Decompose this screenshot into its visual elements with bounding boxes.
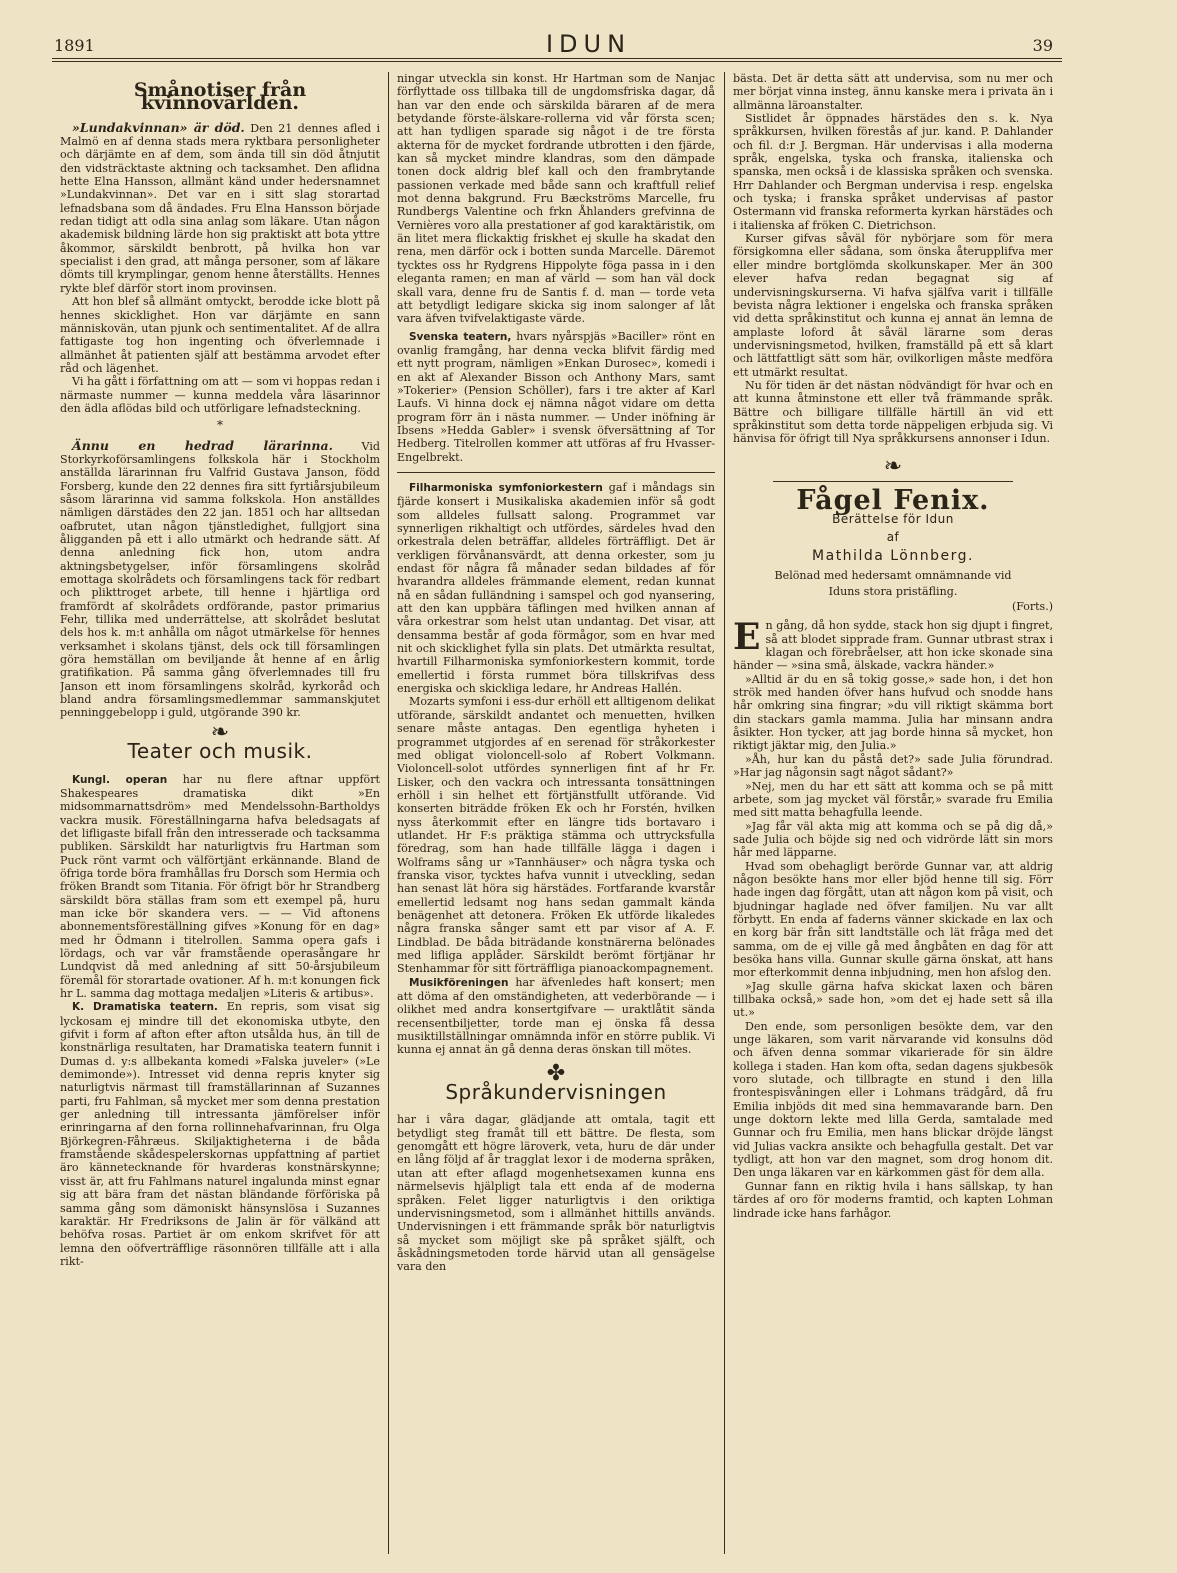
story-text: Hvad som obehagligt berörde Gunnar var, att aldrig någon besökte hans mor eller bjöd henne till sig. Förr hade ingen dag förgått, utan att någon kom på visit, och bjudningar haglade ned öfver familjen. Nu var allt förbytt. En enda af faderns vänner skickade en lax och en korg bär från sitt landtställe och lät fråga med det samma, om de ej ville gå med ångbåten en dag för att besöka hans villa. Gunnar skulle gärna önskat, att hans mor efterkommit denna inbjudning, men hon afslog den.: [733, 859, 1053, 980]
article-text: Vi ha gått i författning om att — som vi hoppas redan i närmaste nummer — kunna meddela våra läsarinnor den ädla aflödas bild och utförligare lefnadsteckning.: [60, 375, 380, 415]
article-heading: Kungl. operan: [72, 773, 168, 786]
article-heading: K. Dramatiska teatern.: [72, 1001, 218, 1014]
story-text: »Alltid är du en så tokig gosse,» sade hon, i det hon strök med handen öfver hans hufvud och snodde hans hår omkring sina fingrar; »du vill riktigt skämma bort din stackars gamla mamma. Julia har minsann andra åsikter. Hon tycker, att jag borde hinna så mycket, hon riktigt jäktar mig, den Julia.»: [733, 672, 1053, 753]
article-text: Mozarts symfoni i ess-dur erhöll ett alltigenom delikat utförande, särskildt andantet och menuetten, hvilken senare måste antagas. Den egentliga hyheten i programmet utgjordes af en serenad för stråkorkester med obligat violoncell-solo af Robert Volkmann. Violoncell-solot utfördes synnerligen fint af hr Fr. Lisker, och den vackra och intressanta tonsättningen erhöll i sin helhet ett förtjänstfullt utförande. Vid konserten biträdde fröken Ek och hr Forstén, hvilken nyss återkommit efter en längre tids bortavaro i utlandet. Hr F:s präktiga stämma och uttrycksfulla föredrag, som han hade tillfälle lägga i dagen i Wolframs sång ur »Tannhäuser» och några tyska och franska visor, tycktes hafva vunnit i utveckling, sedan han senast lät höra sig härstädes. Fortfarande kvarstår emellertid ledsamt nog hans sedan gammalt kända benägenhet att detonera. Fröken Ek utförde likaledes några franska sånger samt ett par visor af A. F. Lindblad. De båda biträdande konstnärerna belönades med lifliga applåder. Särskildt berömt förtjänar hr Stenhammar för sitt förträffliga pianoackompagnement.: [397, 695, 715, 976]
article-heading: Musikföreningen: [409, 976, 509, 989]
story-title: Fågel Fenix.: [796, 484, 990, 516]
story-text: n gång, då hon sydde, stack hon sig djupt i fingret, så att blodet sipprade fram. Gunnar utbrast strax i klagan och förebråelser, att hon icke skonade sina händer — »sina små, älskade, vackra händer.»: [733, 619, 1053, 673]
article-text: ningar utveckla sin konst. Hr Hartman som de Nanjac förflyttade oss tillbaka till de ungdomsfriska dagar, då han var den ende och särskilda bäraren af de mera betydande förste-älskare-rollerna vid vår första scen; att han tydligen sparade sig något i de tre första akterna för de mycket fordrande utbrotten i den fjärde, kan så mycket mindre klandras, som den dämpade tonen dock aldrig blef kall och den frambrytande passionen verkade med både sann och kraftfull relief mot denna bakgrund. Fru Bæckströms Marcelle, fru Rundbergs Valentine och frkn Åhlanders grefvinna de Vernières voro alla prestationer af god karaktäristik, om än litet mera flickaktig friskhet ej skulle ha skadat den rena, men därför ock i botten sunda Marcelle. Däremot tycktes oss hr Rydgrens Hippolyte föga passa in i den eleganta ramen; en man af värld — som han väl dock skall vara, denne fru de Santis f. d. man — torde veta att betydligt ledigare skicka sig inom salonger af låt vara äfven tvifvelaktigaste värde.: [397, 72, 715, 326]
column-3: [733, 72, 1053, 1562]
header-rule-2: [52, 61, 1062, 62]
article-text: Sistlidet år öppnades härstädes den s. k. Nya språkkursen, hvilken förestås af jur. kand. P. Dahlander och fil. d:r J. Bergman. Här undervisas i alla moderna språk, engelska, tyska och franska, italienska och spanska, men också i de klassiska språken och svenska. Hrr Dahlander och Bergman undervisa i resp. engelska och tyska; i franska språket undervisas af pastor Ostermann vid franska reformerta kyrkan härstädes och i italienska af fröken C. Dietrichson.: [733, 112, 1053, 232]
story-text: Gunnar fann en riktig hvila i hans sällskap, ty han tärdes af oro för moderns framtid, och kapten Lohman lindrade icke hans farhågor.: [733, 1179, 1053, 1220]
story-af: af: [886, 529, 900, 544]
article-text: Kurser gifvas såväl för nybörjare som för mera försigkomna eller sådana, som önska återupplifva mer eller mindre bortglömda skolkunskaper. Mer än 300 elever hafva redan begagnat sig af undervisningskurserna. Vi hafva själfva varit i tillfälle bevista några lektioner i engelska och franska språken vid detta språkinstitut och kunna ej annat än lemna de amplaste loford åt såväl lärarne som deras undervisningsmetod, hvilken, framställd på ett så klart och lättfattligt sätt som här, ovilkorligen måste medföra ett utmärkt resultat.: [733, 232, 1053, 379]
article-text: Att hon blef så allmänt omtyckt, berodde icke blott på hennes skicklighet. Hon var därjämte en sann människovän, utan pjunk och sentimentalitet. Af de allra fattigaste tog hon ingenting och öfverlemnade i allmänhet åt patienten själf att bestämma arvodet efter råd och lägenhet.: [60, 295, 380, 375]
story-text: Den ende, som personligen besökte dem, var den unge läkaren, som varit närvarande vid konsulns död och äfven denna sommar vikarierade för sin äldre kollega i staden. Han kom ofta, sedan dagens sjukbesök voro slutade, och tillbragte en stund i den lilla frontespisvåningen eller i Lohmans trädgård, då fru Emilia inbjöds dit med sina hemmavarande barn. Den unge doktorn lekte med lilla Gerda, samtalade med Gunnar och fru Emilia, men hans blickar dröjde längst vid Julias vackra ansikte och behagfulla gestalt. Det var tydligt, att hon var den magnet, som drog honom dit. Den unga läkaren var en kärkommen gäst för dem alla.: [733, 1019, 1053, 1180]
header-year: 1891: [54, 36, 95, 55]
story-text: »Åh, hur kan du påstå det?» sade Julia förundrad. »Har jag någonsin sagt något sådant?»: [733, 752, 1053, 780]
divider: [397, 472, 715, 473]
column-divider: [388, 72, 389, 1554]
story-continued: (Forts.): [1011, 600, 1053, 614]
story-note: Iduns stora pristäfling.: [828, 584, 958, 598]
story-text: »Jag får väl akta mig att komma och se på dig då,» sade Julia och böjde sig ned och vidrörde lätt sin mors hår med läpparne.: [733, 819, 1053, 860]
story-text: »Jag skulle gärna hafva skickat laxen och bären tillbaka också,» sade hon, »om det ej hade sett så illa ut.»: [733, 979, 1053, 1020]
story-text: »Nej, men du har ett sätt att komma och se på mitt arbete, som jag mycket väl förstår,» svarade fru Emilia med sitt matta behagfulla leende.: [733, 779, 1053, 820]
page-number: 39: [1032, 36, 1053, 55]
column-2: [397, 72, 715, 1562]
article-text: har äfvenledes haft konsert; men att döma af den omständigheten, att vederbörande — i olikhet med andra konsertgifvare — uraktlåtit sända recensentbiljetter, torde man ej önska få dessa musiktillställningar omnämnda inför en större publik. Vi kunna ej annat än gå denna deras önskan till mötes.: [397, 975, 715, 1057]
drop-cap: E: [733, 616, 761, 659]
section-title-theatre: Teater och musik.: [127, 739, 313, 764]
article-heading: »Lundakvinnan» är död.: [72, 119, 245, 135]
section-title-news: Smånotiser från kvinnovärlden.: [133, 79, 307, 115]
article-text: Nu för tiden är det nästan nödvändigt för hvar och en att kunna åtminstone ett eller två främmande språk. Bättre och billigare tillfälle härtill än vid ett språkinstitut som detta torde näppeligen erbjuda sig. Vi hänvisa för öfrigt till Nya språkkursens annonser i Idun.: [733, 378, 1053, 446]
story-note: Belönad med hedersamt omnämnande vid: [774, 569, 1012, 583]
article-heading: Svenska teatern,: [409, 330, 512, 343]
ornament-icon: ❧: [210, 719, 230, 745]
article-text: Vid Storkyrkoförsamlingens folkskola här i Stockholm anställda lärarinnan fru Valfrid Gustava Janson, född Forsberg, kunde den 22 dennes fira sitt fyrtiårsjubileum såsom lärarinna vid samma folkskola. Hon anställdes nämligen därstädes den 22 jan. 1851 och har alltsedan oafbrutet, utan någon tjänstledighet, fullgjort sina åligganden på ett i allo utmärkt och hedrande sätt. Af denna anledning fick hon, utom andra aktningsbetygelser, inför församlingens skolråd emottaga skolrådets och församlingens tack för redbart och plikttroget arbete, till henne i hjärtliga ord framfördt af skolrådets ordförande, pastor primarius Fehr, tillika med underrättelse, att skolrådet beslutat dels hos k. m:t anhålla om något utmärkelse för hennes verksamhet i skolans tjänst, dels ock till församlingen göra hemställan om beviljande åt henne af en årlig gratifikation. På samma gång öfverlemnades till fru Janson ett inom församlingens skolråd, kyrkoråd och bland andra församlingsmedlemmar sammanskjutet penninggebelopp i guld, utgörande 390 kr.: [60, 439, 380, 720]
column-divider: [724, 72, 725, 1554]
masthead-title: IDUN: [545, 30, 632, 58]
ornament-icon: ✤: [546, 1060, 566, 1086]
story-subtitle: Berättelse för Idun: [832, 512, 954, 527]
article-text: bästa. Det är detta sätt att undervisa, som nu mer och mer börjat vinna insteg, ännu kanske mera i privata än i allmänna läroanstalter.: [733, 72, 1053, 112]
article-heading: Ännu en hedrad lärarinna.: [72, 437, 333, 453]
article-text: har nu flere aftnar uppfört Shakespeares dramatiska dikt »En midsommarnattsdröm» med Mendelssohn-Bartholdys vackra musik. Föreställningarna hafva beledsagats af det lifligaste bifall från den intresserade och tacksamma publiken. Särskildt har naturligtvis fru Hartman som Puck rönt varmt och välförtjänt erkännande. Bland de öfriga torde böra framhållas fru Dorsch som Hermia och fröken Brandt som Titania. För öfrigt bör hr Strandberg särskildt böra ställas fram som ett exempel på, huru man icke bör skandera vers. — — Vid aftonens abonnementsföreställning gifves »Konung för en dag» med hr Ödmann i titelrollen. Samma opera gafs i lördags, och var vår framstående operasångare hr Lundqvist då med anledning af sitt 50-årsjubileum föremål för storartade ovationer. Af h. m:t konungen fick hr L. samma dag mottaga medaljen »Literis & artibus».: [60, 772, 380, 1000]
section-title-language: Språkundervisningen: [445, 1080, 667, 1105]
article-text: En repris, som visat sig lyckosam ej mindre till det ekonomiska utbyte, den gifvit i form af afton efter afton utsålda hus, än till de konstnärliga resultaten, har Dramatiska teatern funnit i Dumas d. y:s allbekanta komedi »Falska juveler» (»Le demimonde»). Intresset vid denna repris knyter sig naturligtvis närmast till framställarinnan af Suzannes parti, fru Fahlman, så mycket mer som denna prestation ger anledning till intressanta jämförelser inför erinringarna af den forna rollinnehafvarinnan, fru Olga Björkegren-Fåhræus. Skiljaktigheterna i de båda framstående skådespelerskornas uppfattning af partiet äro kännetecknande för hvarderas konstnärskynne; visst är, att fru Fahlmans naturel ingalunda minst egnar sig att bära fram det nästan bländande förföriska på samma gång som dämoniskt hänsynslösa i Suzannes karaktär. Hr Fredriksons de Jalin är för välkänd att behöfva rosas. Partiet är om enkom skrifvet för att lemna den oöfverträffligе räsonnören tillfälle att i alla rikt-: [60, 1000, 380, 1268]
ornament-icon: ❧: [883, 453, 903, 479]
article-text: har i våra dagar, glädjande att omtala, tagit ett betydligt steg framåt till ett bättre. De flesta, som genomgått ett högre läroverk, veta, huru de där under en lång följd af år tragglat lexor i de moderna språken, utan att efter aflagd mogenhetsexamen kunna ens närmelsevis hjälpligt tala ett enda af de moderna språken. Felet ligger naturligtvis i den oriktiga undervisningsmetod, som i allmänhet hittills används. Undervisningen i ett främmande språk bör naturligtvis så mycket som möjligt ske på språket själft, och åskådningsmetoden torde härvid utan all gensägelse vara den: [397, 1113, 715, 1274]
article-text: hvars nyårspjäs »Baciller» rönt en ovanlig framgång, har denna vecka blifvit färdig med ett nytt program, nämligen »Enkan Durosec», komedi i en akt af Alexander Bisson och Anthony Mars, samt »Tokerier» (Pension Schöller), fars i tre akter af Karl Laufs. Vi hinna dock ej nämna något vidare om detta program förr än i nästa nummer. — Under inöfning är Ibsens »Hedda Gabler» i svensk öfversättning af Tor Hedberg. Titelrollen kommer att utföras af fru Hvasser-Engelbrekt.: [397, 329, 715, 464]
article-text: Den 21 dennes afled i Malmö en af denna stads mera ryktbara personligheter och därjämte en af dem, som ända till sin död åtnjutit den vidsträcktaste aktning och tacksamhet. Den aflidna hette Elna Hansson, allmänt känd under hedersnamnet »Lundakvinnan». Det var en i sitt slag storartad lefnadsbana som då ändades. Fru Elna Hansson började redan tidigt att odla sina anlag som läkare. Utan någon akademisk bildning lärde hon sig praktiskt att bota yttre åkommor, särskildt benbrott, på hvilka hon var specialist i den grad, att många personer, som af läkare dömts till krymplingar, genom henne återställts. Hennes rykte blef därför stort inom provinsen.: [60, 121, 380, 295]
separator-asterisk: *: [217, 418, 223, 433]
column-1: [60, 72, 380, 1562]
article-heading: Filharmoniska symfoniorkestern: [409, 481, 603, 494]
article-text: gaf i måndags sin fjärde konsert i Musikaliska akademien inför så godt som alldeles fullsatt salong. Programmet var synnerligen rikhaltigt och utfördes, särdeles hvad den orkestrala delen beträffar, alldeles förträffligt. Det är verkligen förvånansvärdt, att denna orkester, som ju endast för några få månader sedan bildades af för hvarandra alldeles främmande element, redan kunnat nå en sådan fulländning i samspel och god nyansering, att den kan uppbära täflingen med hvilken annan af våra orkestrar som helst utan undantag. Det visar, att densamma består af goda förmågor, som en hvar med nit och skicklighet fylla sin plats. Det utmärkta resultat, hvartill Filharmoniska symfoniorkestern kommit, torde emellertid i första rummet böra tillskrifvas dess energiska och skickliga ledare, hr Andreas Hallén.: [397, 480, 715, 696]
divider: [773, 481, 1013, 482]
header-rule: [52, 58, 1062, 59]
story-author: Mathilda Lönnberg.: [812, 548, 974, 564]
